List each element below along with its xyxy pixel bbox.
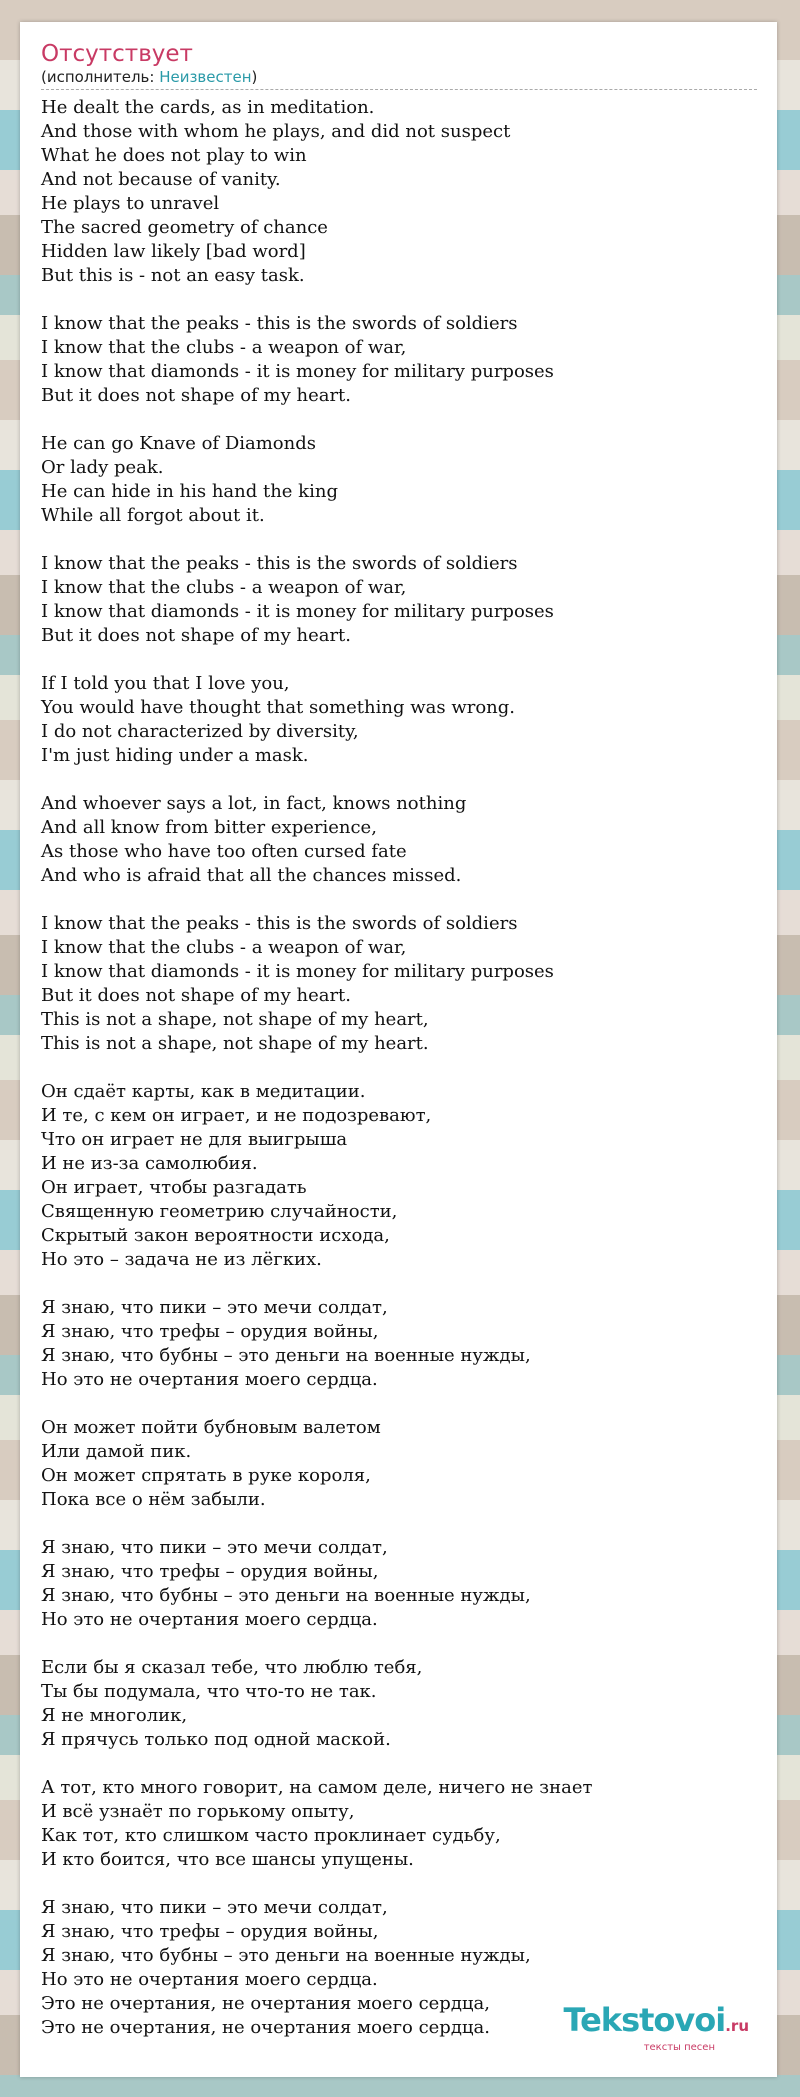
lyrics-line: And whoever says a lot, in fact, knows nothing (41, 793, 467, 814)
lyrics-line: He dealt the cards, as in meditation. (41, 97, 375, 118)
lyrics-line: I know that the peaks - this is the swords of soldiers (41, 553, 518, 574)
lyrics-line: Если бы я сказал тебе, что люблю тебя, (41, 1657, 423, 1678)
lyrics-line: I know that the clubs - a weapon of war, (41, 337, 407, 358)
lyrics-line: Hidden law likely [bad word] (41, 241, 306, 262)
lyrics-line: I know that diamonds - it is money for military purposes (41, 961, 554, 982)
lyrics-line: Я знаю, что трефы – орудия войны, (41, 1321, 379, 1342)
lyrics-line: He plays to unravel (41, 193, 220, 214)
logo-tagline: тексты песен (643, 2042, 715, 2053)
lyrics-line: As those who have too often cursed fate (41, 841, 407, 862)
logo-tld: .ru (725, 2017, 749, 2035)
lyrics-line: And those with whom he plays, and did not suspect (41, 121, 511, 142)
lyrics-line: This is not a shape, not shape of my heart, (41, 1009, 429, 1030)
lyrics-line: Я знаю, что трефы – орудия войны, (41, 1921, 379, 1942)
lyrics-line: But it does not shape of my heart. (41, 985, 352, 1006)
lyrics-line: Я знаю, что бубны – это деньги на военные нужды, (41, 1945, 531, 1966)
lyrics-line: И всё узнаёт по горькому опыту, (41, 1801, 355, 1822)
lyrics-line: I know that the peaks - this is the swords of soldiers (41, 913, 518, 934)
lyrics-line: I know that diamonds - it is money for military purposes (41, 601, 554, 622)
lyrics-stanza (41, 552, 757, 648)
lyrics-stanza (41, 1776, 757, 1872)
artist-byline (41, 68, 757, 90)
lyrics-line: Он играет, чтобы разгадать (41, 1177, 307, 1198)
lyrics-line: Он может пойти бубновым валетом (41, 1417, 381, 1438)
lyrics-line: He can hide in his hand the king (41, 481, 338, 502)
song-title: Отсутствует (41, 41, 193, 67)
lyrics-line: And who is afraid that all the chances missed. (41, 865, 462, 886)
lyrics-line: Он сдаёт карты, как в медитации. (41, 1081, 366, 1102)
lyrics-line: He can go Knave of Diamonds (41, 433, 316, 454)
lyrics-stanza (41, 312, 757, 408)
byline-prefix: (исполнитель: (41, 68, 160, 86)
lyrics-line: You would have thought that something was wrong. (41, 697, 516, 718)
lyrics-line: But it does not shape of my heart. (41, 625, 352, 646)
byline-suffix: ) (251, 68, 258, 86)
lyrics-stanza (41, 1416, 757, 1512)
lyrics-line: Or lady peak. (41, 457, 164, 478)
site-logo[interactable] (564, 2003, 749, 2053)
lyrics-card (20, 22, 777, 2077)
lyrics-line: Или дамой пик. (41, 1441, 192, 1462)
lyrics-line: Я прячусь только под одной маской. (41, 1729, 391, 1750)
lyrics-line: But it does not shape of my heart. (41, 385, 352, 406)
lyrics-line: But this is - not an easy task. (41, 265, 305, 286)
lyrics-line: Но это – задача не из лёгких. (41, 1249, 322, 1270)
lyrics-line: I know that the peaks - this is the swords of soldiers (41, 313, 518, 334)
lyrics-line: This is not a shape, not shape of my heart. (41, 1033, 429, 1054)
lyrics-line: Но это не очертания моего сердца. (41, 1369, 378, 1390)
lyrics-line: I'm just hiding under a mask. (41, 745, 309, 766)
lyrics-line: Это не очертания, не очертания моего сердца. (41, 2017, 490, 2038)
logo-name: Tekstovoi (563, 2001, 726, 2039)
lyrics-line: I know that the clubs - a weapon of war, (41, 577, 407, 598)
lyrics-line: I do not characterized by diversity, (41, 721, 359, 742)
lyrics-stanza (41, 1656, 757, 1752)
lyrics-line: If I told you that I love you, (41, 673, 290, 694)
lyrics-line: The sacred geometry of chance (41, 217, 328, 238)
lyrics-stanza (41, 432, 757, 528)
lyrics-line: Я знаю, что трефы – орудия войны, (41, 1561, 379, 1582)
lyrics-line: What he does not play to win (41, 145, 307, 166)
lyrics-line: И кто боится, что все шансы упущены. (41, 1849, 414, 1870)
lyrics-stanza (41, 1296, 757, 1392)
lyrics-stanza (41, 96, 757, 288)
lyrics-line: Он может спрятать в руке короля, (41, 1465, 371, 1486)
lyrics-line: А тот, кто много говорит, на самом деле, ничего не знает (41, 1777, 593, 1798)
lyrics-stanza (41, 1080, 757, 1272)
lyrics-line: Как тот, кто слишком часто проклинает судьбу, (41, 1825, 501, 1846)
lyrics-line: Я знаю, что пики – это мечи солдат, (41, 1297, 388, 1318)
lyrics-line: And all know from bitter experience, (41, 817, 377, 838)
lyrics-line: Ты бы подумала, что что-то не так. (41, 1681, 377, 1702)
lyrics-stanza (41, 672, 757, 768)
lyrics-line: Я знаю, что бубны – это деньги на военные нужды, (41, 1585, 531, 1606)
artist-link[interactable]: Неизвестен (159, 68, 252, 86)
lyrics-stanza (41, 912, 757, 1056)
lyrics-line: And not because of vanity. (41, 169, 281, 190)
lyrics-line: Я не многолик, (41, 1705, 188, 1726)
lyrics-stanza (41, 792, 757, 888)
lyrics-line: Священную геометрию случайности, (41, 1201, 398, 1222)
lyrics-line: И не из-за самолюбия. (41, 1153, 258, 1174)
lyrics-line: Что он играет не для выигрыша (41, 1129, 348, 1150)
lyrics-line: Скрытый закон вероятности исхода, (41, 1225, 390, 1246)
lyrics-line: Это не очертания, не очертания моего сердца, (41, 1993, 490, 2014)
lyrics-line: Я знаю, что пики – это мечи солдат, (41, 1897, 388, 1918)
lyrics-line: Пока все о нём забыли. (41, 1489, 266, 1510)
lyrics-line: Я знаю, что бубны – это деньги на военные нужды, (41, 1345, 531, 1366)
lyrics-line: Я знаю, что пики – это мечи солдат, (41, 1537, 388, 1558)
lyrics-body (41, 96, 757, 2040)
lyrics-line: И те, с кем он играет, и не подозревают, (41, 1105, 432, 1126)
lyrics-line: I know that the clubs - a weapon of war, (41, 937, 407, 958)
lyrics-stanza (41, 1536, 757, 1632)
lyrics-line: Но это не очертания моего сердца. (41, 1609, 378, 1630)
lyrics-line: I know that diamonds - it is money for military purposes (41, 361, 554, 382)
lyrics-line: While all forgot about it. (41, 505, 265, 526)
lyrics-line: Но это не очертания моего сердца. (41, 1969, 378, 1990)
